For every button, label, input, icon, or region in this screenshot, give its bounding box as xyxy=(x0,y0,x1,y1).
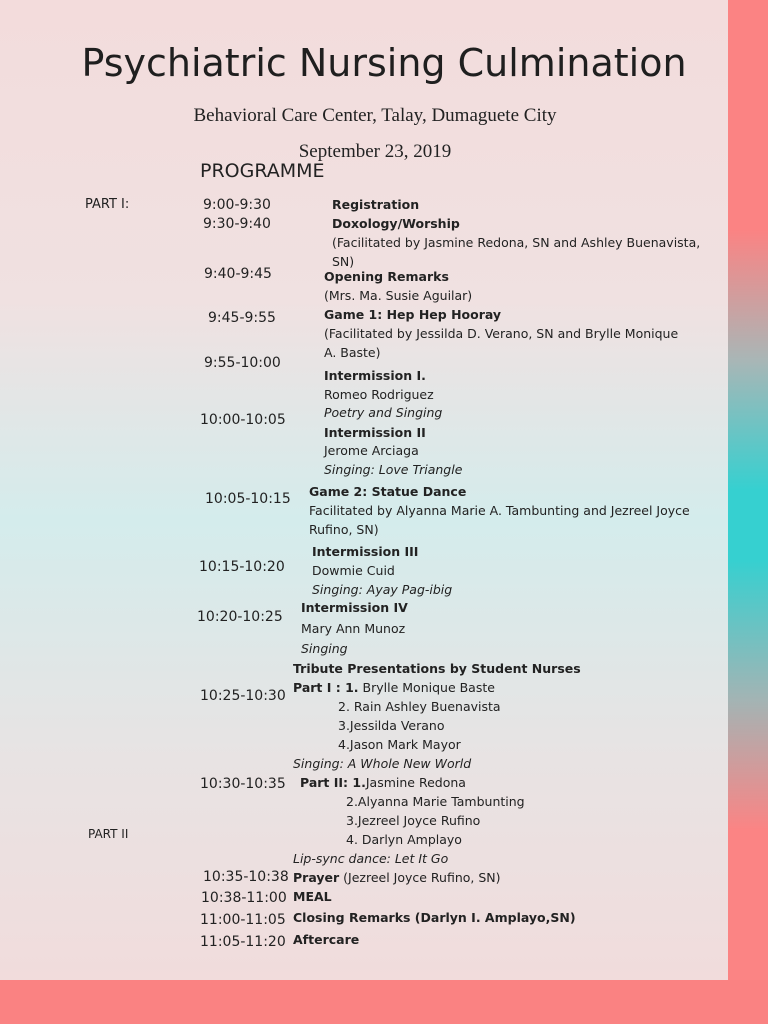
performance-type: Singing: Love Triangle xyxy=(324,462,463,477)
item-detail: (Mrs. Ma. Susie Aguilar) xyxy=(324,288,473,303)
time-slot: 10:25-10:30 xyxy=(200,688,286,704)
item-title: Intermission II xyxy=(324,425,426,440)
item-title: Closing Remarks (Darlyn I. Amplayo,SN) xyxy=(293,910,576,925)
performance-type: Singing: Ayay Pag-ibig xyxy=(312,582,453,597)
item-title: Aftercare xyxy=(293,932,360,947)
item-title: Registration xyxy=(332,197,420,212)
tribute-part-one-label: Part I : 1. xyxy=(293,680,359,695)
item-detail: A. Baste) xyxy=(324,345,381,360)
tribute-performance: Singing: A Whole New World xyxy=(293,756,472,771)
item-title: Intermission III xyxy=(312,544,419,559)
time-slot: 9:45-9:55 xyxy=(208,310,276,326)
time-slot: 9:40-9:45 xyxy=(204,266,272,282)
item-title: Tribute Presentations by Student Nurses xyxy=(293,661,581,676)
time-slot: 10:35-10:38 xyxy=(203,869,289,885)
venue-subtitle: Behavioral Care Center, Talay, Dumaguete City xyxy=(193,105,557,126)
prayer-line xyxy=(293,872,501,885)
tribute-performance: Lip-sync dance: Let It Go xyxy=(293,851,449,866)
time-slot: 9:55-10:00 xyxy=(204,355,281,371)
performer-name: Mary Ann Munoz xyxy=(301,621,406,636)
programme-heading: PROGRAMME xyxy=(200,160,325,182)
item-title: Opening Remarks xyxy=(324,269,449,284)
tribute-name: 3.Jessilda Verano xyxy=(338,718,445,733)
part-two-label: PART II xyxy=(88,827,129,841)
item-title: Game 1: Hep Hep Hooray xyxy=(324,307,502,322)
time-slot: 10:30-10:35 xyxy=(200,776,286,792)
item-detail: (Facilitated by Jessilda D. Verano, SN and Brylle Monique xyxy=(324,326,679,341)
time-slot: 11:05-11:20 xyxy=(200,934,286,950)
time-slot: 11:00-11:05 xyxy=(200,912,286,928)
event-date: September 23, 2019 xyxy=(298,141,452,162)
item-title: Game 2: Statue Dance xyxy=(309,484,467,499)
tribute-name: Brylle Monique Baste xyxy=(358,680,495,695)
item-detail: (Jezreel Joyce Rufino, SN) xyxy=(339,870,501,885)
page-title: Psychiatric Nursing Culmination xyxy=(81,41,687,85)
performer-name: Jerome Arciaga xyxy=(324,443,419,458)
item-title: Intermission I. xyxy=(324,368,426,383)
part-one-label: PART I: xyxy=(85,197,130,212)
item-detail: Facilitated by Alyanna Marie A. Tambunting and Jezreel Joyce xyxy=(309,503,690,518)
tribute-name: 2. Rain Ashley Buenavista xyxy=(338,699,501,714)
tribute-name: 2.Alyanna Marie Tambunting xyxy=(346,794,525,809)
tribute-name: Jasmine Redona xyxy=(365,775,466,790)
bottom-decorative-band xyxy=(0,980,768,1024)
item-title: Doxology/Worship xyxy=(332,216,460,231)
time-slot: 10:38-11:00 xyxy=(201,890,287,906)
tribute-name: 4. Darlyn Amplayo xyxy=(346,832,462,847)
time-slot: 10:20-10:25 xyxy=(197,609,283,625)
tribute-name: 3.Jezreel Joyce Rufino xyxy=(346,813,481,828)
performer-name: Romeo Rodriguez xyxy=(324,387,434,402)
tribute-part-one-line xyxy=(293,682,495,695)
performance-type: Singing xyxy=(301,641,348,656)
time-slot: 9:30-9:40 xyxy=(203,216,271,232)
tribute-part-two-line xyxy=(300,777,466,790)
time-slot: 9:00-9:30 xyxy=(203,197,271,213)
item-detail: Rufino, SN) xyxy=(309,522,379,537)
performer-name: Dowmie Cuid xyxy=(312,563,395,578)
item-title: Prayer xyxy=(293,870,340,885)
time-slot: 10:15-10:20 xyxy=(199,559,285,575)
time-slot: 10:05-10:15 xyxy=(205,491,291,507)
time-slot: 10:00-10:05 xyxy=(200,412,286,428)
tribute-part-two-label: Part II: 1. xyxy=(300,775,366,790)
item-title: Intermission IV xyxy=(301,600,408,615)
item-detail: (Facilitated by Jasmine Redona, SN and Ashley Buenavista, xyxy=(332,235,701,250)
performance-type: Poetry and Singing xyxy=(324,405,443,420)
item-detail: SN) xyxy=(332,254,355,269)
tribute-name: 4.Jason Mark Mayor xyxy=(338,737,461,752)
item-title: MEAL xyxy=(293,889,332,904)
